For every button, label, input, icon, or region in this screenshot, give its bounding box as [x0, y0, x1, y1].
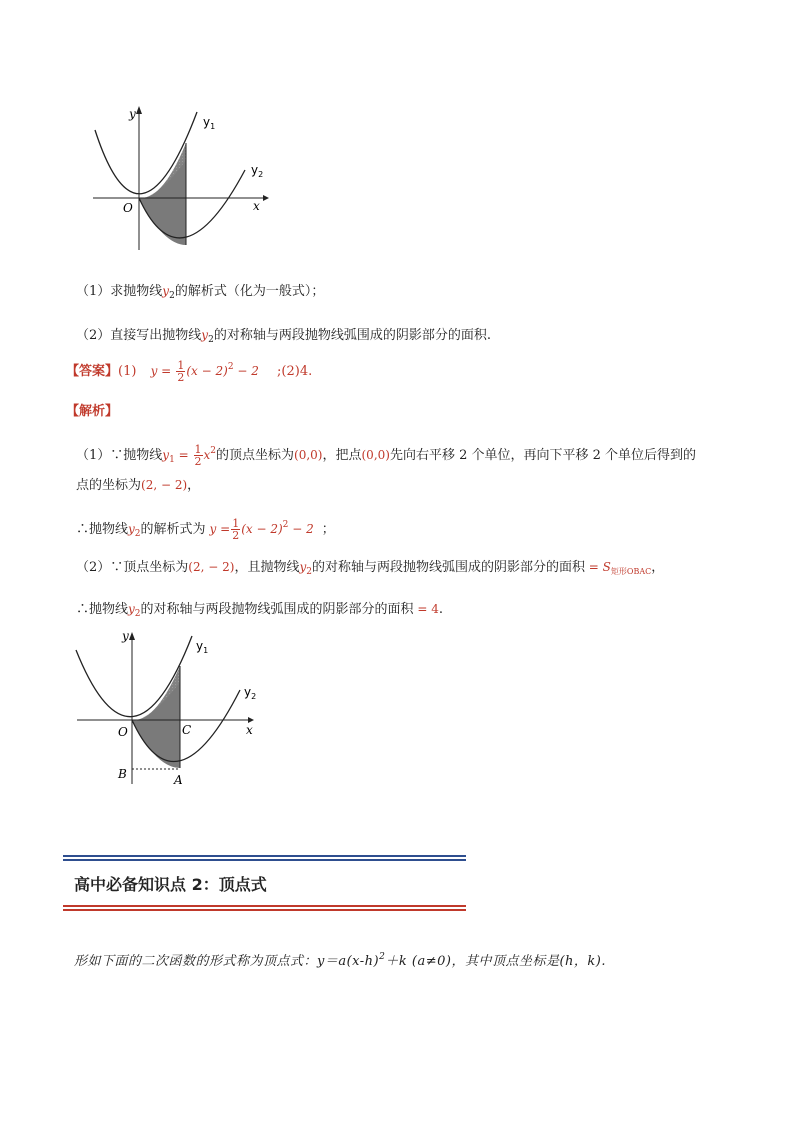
heading-rule-bottom-2 [63, 909, 466, 911]
analysis-line-4: （2）∵顶点坐标为(2, − 2)，且抛物线$y_2$的对称轴与两段抛物线弧围成的阴影部分的面积 = $S_{矩形OBAC}$， [76, 560, 665, 577]
label-o: O [123, 201, 133, 215]
analysis-line-5: ∴抛物线$y_2$的对称轴与两段抛物线弧围成的阴影部分的面积 = 4. [76, 602, 444, 619]
label-y1: $y_1$ [196, 639, 209, 655]
parabola-figure-1 [85, 100, 285, 260]
label-x: x [253, 199, 260, 213]
analysis-line-1: （1）∵抛物线$y_1$ = $\frac{1}{2}$ $x^2$的顶点坐标为(0,0)，把点(0,0)先向右平移 2 个单位，再向下平移 2 个单位后得到的 [76, 443, 697, 468]
shaded-region [132, 666, 180, 768]
heading-rule-bottom-1 [63, 905, 466, 907]
analysis-line-3: ∴抛物线$y_2$的解析式为 y = $\frac{1}{2}$ $(x - 2)^2 - 2$ ； [76, 517, 335, 542]
analysis-line-2: 点的坐标为(2, − 2)， [76, 478, 201, 493]
label-y: y [129, 107, 136, 121]
label-y2: $y_2$ [244, 685, 257, 701]
label-o: O [118, 725, 128, 739]
shaded-region [139, 143, 186, 245]
heading-rule-top-2 [63, 859, 466, 861]
parabola-figure-2 [72, 626, 272, 791]
fraction: $\frac{1}{2}$ [177, 359, 185, 384]
analysis-label: 【解析】 [66, 404, 119, 419]
label-y2: $y_2$ [251, 163, 264, 179]
heading-rule-top-1 [63, 855, 466, 857]
definition-line: 形如下面的二次函数的形式称为顶点式：$y=a(x-h)^2+k$ (a≠0)，其中顶点坐标是(h，k). [74, 952, 606, 969]
label-a: A [174, 773, 183, 787]
question-2: （2）直接写出抛物线$y_2$的对称轴与两段抛物线弧围成的阴影部分的面积. [76, 328, 491, 345]
label-c: C [182, 723, 192, 737]
label-y1: $y_1$ [203, 115, 216, 131]
question-1: （1）求抛物线$y_2$的解析式（化为一般式）； [76, 284, 325, 301]
answer-line: 【答案】(1) y = $\frac{1}{2}$ $(x - 2)^2 - 2$ ;(2)4. [66, 359, 313, 384]
label-y: y [122, 629, 129, 643]
section-heading: 高中必备知识点 2：顶点式 [74, 875, 267, 894]
label-x: x [246, 723, 253, 737]
label-b: B [118, 767, 127, 781]
